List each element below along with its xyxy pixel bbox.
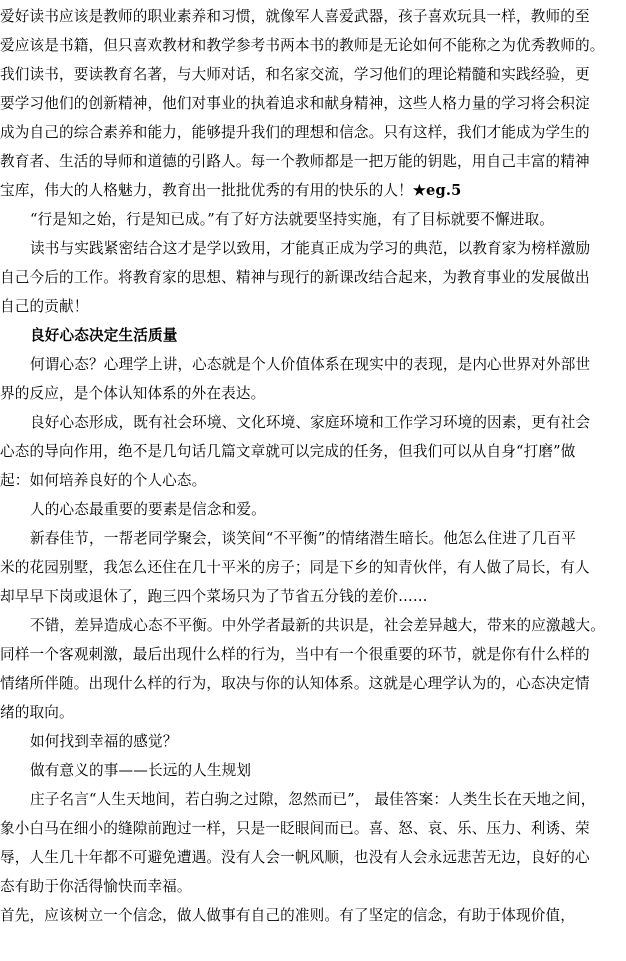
text-line [0, 2, 622, 31]
line-text: 心态的导向作用，绝不是几句话几篇文章就可以完成的任务，但我们可以从自身“打磨”做 [0, 443, 576, 460]
line-text: 界的反应，是个体认知体系的外在表达。 [0, 385, 266, 402]
line-text: 要学习他们的创新精神，他们对事业的执着追求和献身精神，这些人格力量的学习将会积淀 [0, 95, 590, 112]
line-text: 良好心态形成，既有社会环境、文化环境、家庭环境和工作学习环境的因素，更有社会 [30, 414, 591, 431]
line-text: 如何找到幸福的感觉？ [30, 733, 178, 750]
text-line [0, 89, 622, 118]
line-text: 我们读书，要读教育名著，与大师对话，和名家交流，学习他们的理论精髓和实践经验，更 [0, 66, 590, 83]
line-text: 宝库，伟大的人格魅力，教育出一批批优秀的有用的快乐的人！ [0, 182, 413, 199]
text-line [0, 727, 622, 756]
text-line [0, 582, 622, 611]
line-text: 何谓心态？心理学上讲，心态就是个人价值体系在现实中的表现，是内心世界对外部世 [30, 356, 591, 373]
text-line [0, 263, 622, 292]
text-line [0, 698, 622, 727]
line-text: 米的花园别墅，我怎么还住在几十平米的房子；同是下乡的知青伙伴，有人做了局长，有人 [0, 559, 590, 576]
line-text: 自己今后的工作。将教育家的思想、精神与现行的新课改结合起来，为教育事业的发展做出 [0, 269, 590, 286]
line-text: 新春佳节，一帮老同学聚会，谈笑间“不平衡”的情绪潜生暗长。他怎么住进了几百平 [30, 530, 576, 547]
text-line [0, 408, 622, 437]
line-text: 良好心态决定生活质量 [30, 327, 178, 344]
text-line [0, 872, 622, 901]
line-text: 首先，应该树立一个信念，做人做事有自己的准则。有了坚定的信念，有助于体现价值， [0, 907, 576, 924]
text-line [0, 205, 622, 234]
text-line [0, 147, 622, 176]
text-line [0, 234, 622, 263]
line-text: 同样一个客观刺激，最后出现什么样的行为，当中有一个很重要的环节，就是你有什么样的 [0, 646, 590, 663]
text-line [0, 495, 622, 524]
text-line [0, 118, 622, 147]
line-text: 爱好读书应该是教师的职业素养和习惯，就像军人喜爱武器，孩子喜欢玩具一样，教师的至 [0, 8, 590, 25]
line-text: 绪的取向。 [0, 704, 74, 721]
line-text: 不错，差异造成心态不平衡。中外学者最新的共识是，社会差异越大，带来的应激越大。 [30, 617, 606, 634]
document-body [0, 2, 622, 930]
text-line [0, 292, 622, 321]
text-line [0, 553, 622, 582]
line-text: 爱应该是书籍，但只喜欢教材和教学参考书两本书的教师是无论如何不能称之为优秀教师的。 [0, 37, 605, 54]
line-text: “行是知之始，行是知已成。”有了好方法就要坚持实施，有了目标就要不懈进取。 [30, 211, 554, 228]
text-line [0, 466, 622, 495]
text-line [0, 901, 622, 930]
line-text: 人的心态最重要的要素是信念和爱。 [30, 501, 266, 518]
text-line [0, 379, 622, 408]
text-line [0, 176, 622, 205]
line-text: 教育者、生活的导师和道德的引路人。每一个教师都是一把万能的钥匙，用自己丰富的精神 [0, 153, 590, 170]
text-line [0, 785, 622, 814]
line-text: 做有意义的事——长远的人生规划 [30, 762, 252, 779]
section-heading [0, 321, 622, 350]
text-line [0, 756, 622, 785]
line-text: 辱，人生几十年都不可避免遭遇。没有人会一帆风顺，也没有人会永远悲苦无边，良好的心 [0, 849, 590, 866]
text-line [0, 437, 622, 466]
line-text: 自己的贡献！ [0, 298, 89, 315]
line-text: 态有助于你活得愉快而幸福。 [0, 878, 192, 895]
text-line [0, 60, 622, 89]
line-text: 庄子名言“人生天地间，若白驹之过隙，忽然而已”， 最佳答案：人类生长在天地之间， [30, 791, 596, 808]
star-marker: ★eg.5 [412, 182, 462, 199]
line-text: 象小白马在细小的缝隙前跑过一样，只是一眨眼间而已。喜、怒、哀、乐、压力、利诱、荣 [0, 820, 590, 837]
line-text: 却早早下岗或退休了，跑三四个菜场只为了节省五分钱的差价…… [0, 588, 428, 605]
line-text: 读书与实践紧密结合这才是学以致用，才能真正成为学习的典范，以教育家为榜样激励 [30, 240, 591, 257]
text-line [0, 31, 622, 60]
text-line [0, 669, 622, 698]
line-text: 情绪所伴随。出现什么样的行为，取决与你的认知体系。这就是心理学认为的，心态决定情 [0, 675, 590, 692]
line-text: 起：如何培养良好的个人心态。 [0, 472, 207, 489]
line-text: 成为自己的综合素养和能力，能够提升我们的理想和信念。只有这样，我们才能成为学生的 [0, 124, 590, 141]
text-line [0, 640, 622, 669]
text-line [0, 350, 622, 379]
text-line [0, 814, 622, 843]
text-line [0, 524, 622, 553]
text-line [0, 611, 622, 640]
text-line [0, 843, 622, 872]
